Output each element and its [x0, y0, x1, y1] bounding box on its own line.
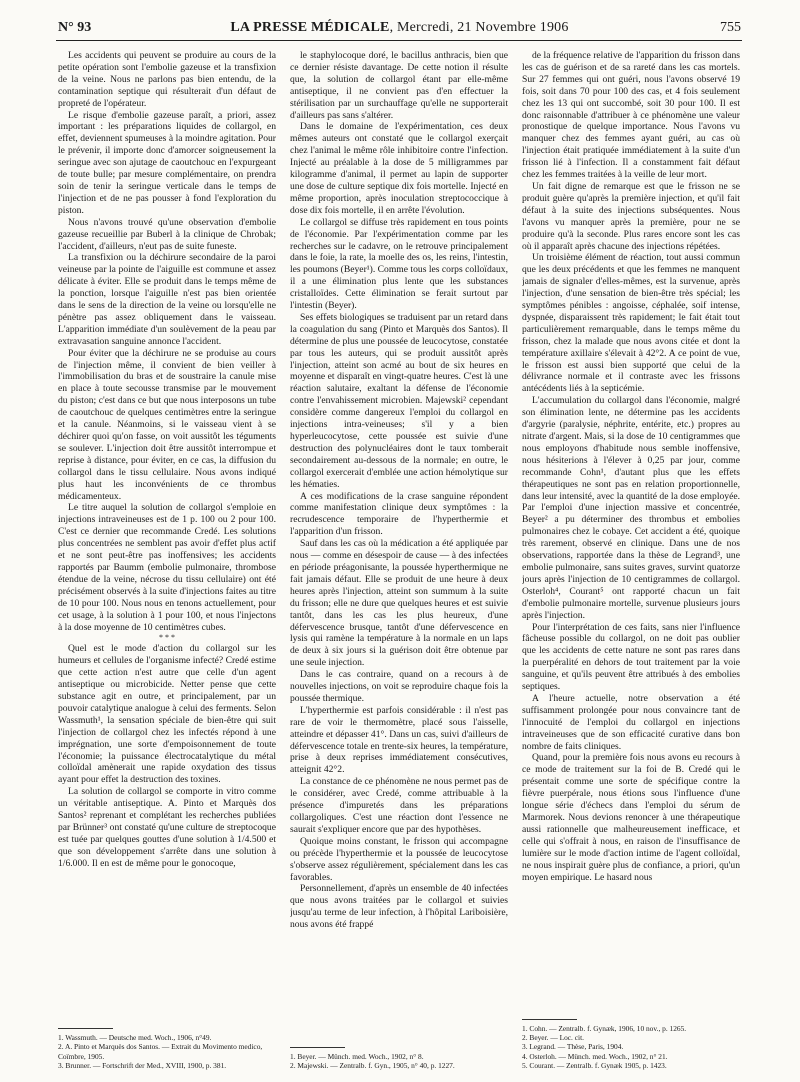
paragraph: Nous n'avons trouvé qu'une observation d'embolie gazeuse recueillie par Buberl à la clinique de Chrobak; l'accident, d'ailleurs, n'eut pas de suite funeste. — [58, 216, 276, 252]
paragraph: Le collargol se diffuse très rapidement en tous points de l'économie. Par l'expérimentation comme par les recherches sur le cadavre, on le retrouve principalement dans le foie, la rate, la moelle des os, les reins, l'intestin, les poumons (Beyer¹). Comme tous les corps colloïdaux, il a une élimination plus lente que les substances cristalloïdes. Cette élimination se ferait surtout par l'intestin (Beyer). — [290, 216, 508, 312]
footnote-rule — [522, 1019, 577, 1020]
section-separator: * * * — [159, 633, 175, 643]
paragraph: Dans le cas contraire, quand on a recours à de nouvelles injections, on voit se reproduire chaque fois la poussée thermique. — [290, 669, 508, 704]
paragraph: Pour éviter que la déchirure ne se produise au cours de l'injection même, il convient de bien veiller à l'immobilisation du bras et de soustraire la canule mise en place à toute secousse transmise par le mouvement du piston; c'est dans ce but que nous interposons un tube de caoutchouc de quelques centimètres entre la seringue et la canule. Néanmoins, si le vaisseau vient à se déchirer quoi qu'on fasse, on voit aussitôt les téguments se soulever. L'injection doit être aussitôt interrompue et reprise à distance, pour éviter, en ce cas, la diffusion du collargol dans le tissu cellulaire. Nous avons indiqué plus haut les inconvénients de ce thrombus médicamenteux. — [58, 347, 276, 502]
column-left-text — [58, 50, 276, 1018]
paragraph: La transfixion ou la déchirure secondaire de la paroi veineuse par la pointe de l'aiguille est commune et assez délicate à éviter. Elle se produit dans le temps même de la ponction, lorsque l'aiguille n'est pas bien orientée dans le sens de la direction de la veine ou lorsqu'elle ne pénètre pas assez obliquement dans le vaisseau. L'apparition immédiate d'un soulèvement de la peau par extravasation sanguine annonce l'accident. — [58, 252, 276, 347]
column-right-text — [522, 50, 740, 1018]
footnote: 5. Courant. — Zentralb. f. Gynæk 1905, p. 1423. — [522, 1060, 667, 1070]
paragraph: Le titre auquel la solution de collargol s'emploie en injections intraveineuses est de 1 p. 100 ou 2 pour 100. C'est ce dernier que recommande Credé. Les solutions plus concentrées ne semblent pas avoir d'effet plus actif et ne sont peut-être pas inoffensives; les accidents rapportés par Baumm (embolie pulmonaire, thrombose étendue de la veine, nécrose du tissu cellulaire) ont été précisément observés à la suite d'injections faites au titre de 10 pour 100. Nous nous en tenons actuellement, pour cet usage, à la solution à 1 pour 100, et nous l'injectons à la dose moyenne de 10 centimètres cubes. — [58, 502, 276, 633]
column-right — [522, 50, 740, 1070]
issue-number: N° 93 — [58, 20, 92, 35]
paragraph: Les accidents qui peuvent se produire au cours de la petite opération sont l'embolie gazeuse et la transfixion de la veine. Nous ne parlons pas bien entendu, de la contamination septique qui résulterait d'un défaut de propreté de l'opérateur. — [58, 50, 276, 109]
footnotes — [522, 1019, 740, 1070]
paragraph: Quand, pour la première fois nous avons eu recours à ce mode de traitement sur la foi de B. Credé qui le présentait comme une sorte de spécifique contre la fièvre puerpérale, nous étions sous l'influence d'une longue série d'échecs dans l'emploi du sérum de Marmorek. Nous devions renoncer à une thérapeutique aussi rationnelle que malheureusement inefficace, et celle qui s'offrait à nous, en raison de l'insuffisance de lumière sur le mode d'action intime de l'agent colloïdal, ne nous inspirait guère plus de confiance, a priori, qu'un moyen empirique. Le hasard nous — [522, 752, 740, 883]
footnote: 3. Brunner. — Fortschrift der Med., XVIII, 1900, p. 381. — [58, 1060, 227, 1070]
paragraph: Un troisième élément de réaction, tout aussi commun que les deux précédents et que les femmes ne manquent jamais de signaler d'elles-mêmes, est la survenue, après l'injection, d'une sensation de bien-être très spécial; les symptômes pénibles : angoisse, céphalée, soif intense, dyspnée, disparaissent très rapidement; le fait était tout particulièrement remarquable, dans le temps même du frisson, chez la malade que nous avons citée et dont la température axillaire s'élevait à 42°2. A ce point de vue, le frisson est aussi bien supporté que celui de la délivrance normale et il contraste avec les frissons antécédents liés à la septicémie. — [522, 252, 740, 395]
footnote: 2. Beyer. — Loc. cit. — [522, 1033, 584, 1043]
paragraph: A ces modifications de la crase sanguine répondent comme manifestation clinique deux symptômes : la recrudescence temporaire de l'hyperthermie et l'apparition d'un frisson. — [290, 490, 508, 538]
footnotes — [290, 1047, 508, 1070]
footnote: 1. Wassmuth. — Deutsche med. Woch., 1906, n°49. — [58, 1033, 212, 1043]
paragraph: de la fréquence relative de l'apparition du frisson dans les cas de guérison et de sa rareté dans les cas mortels. Sur 27 femmes qui ont guéri, nous l'avons observé 19 fois, soit dans 70 pour 100 des cas, et 4 fois seulement chez les 13 qui ont succombé, soit 30 pour 100. Il est donc raisonnable d'attribuer à ce phénomène une valeur pronostique de quelque importance. Nous l'avons vu manquer chez des femmes ayant guéri, au cas où l'injection était pratiquée immédiatement à la suite d'un frisson lié à l'infection. Il a constamment fait défaut chez les femmes traitées à la veille de leur mort. — [522, 50, 740, 181]
running-title — [58, 20, 741, 36]
footnote: 1. Cohn. — Zentralb. f. Gynæk, 1906, 10 nov., p. 1265. — [522, 1023, 687, 1033]
journal-title: LA PRESSE MÉDICALE — [230, 20, 390, 35]
paragraph: Sauf dans les cas où la médication a été appliquée par nous — comme en désespoir de cause — à des infectées en période préagonisante, la poussée hyperthermique ne fait jamais défaut. Elle se produit de une heure à deux heures après l'injection, atteint son summum à la suite du frisson; elle ne dure que quelques heures et est suivie tantôt, dans les cas les plus heureux, d'une défervescence brusque, tantôt d'une défervescence en lysis qui ramène la température à la normale en un laps de deux à six jours si la guérison doit être obtenue par une seule injection. — [290, 538, 508, 669]
paragraph: Quoique moins constant, le frisson qui accompagne ou précède l'hyperthermie et la poussée de leucocytose s'observe assez régulièrement, spécialement dans les cas favorables. — [290, 835, 508, 883]
paragraph: Personnellement, d'après un ensemble de 40 infectées que nous avons traitées par le collargol et suivies jusqu'au terme de leur infection, à l'hôpital Lariboisière, nous avons été frappé — [290, 883, 508, 931]
column-left — [58, 50, 276, 1070]
column-middle — [290, 50, 508, 1070]
paragraph: Pour l'interprétation de ces faits, sans nier l'influence fâcheuse possible du collargol, on ne doit pas oublier que les accidents de cette nature ne sont pas rares dans la puerpéralité en dehors de tout traitement par la voie sanguine, et qu'ils peuvent être attribués à des embolies septiques. — [522, 621, 740, 693]
page-header — [58, 20, 741, 40]
paragraph: Le risque d'embolie gazeuse paraît, a priori, assez important : les préparations liquides de collargol, en effet, deviennent spumeuses à la moindre agitation. Pour le prévenir, il importe donc d'amorcer soigneusement la seringue avec son ajutage de caoutchouc en l'expurgeant de toute bulle; par mesure complémentaire, on prendra soin de tenir la seringue verticale dans le temps de l'injection et de ne pas pousser à fond l'exploration du piston. — [58, 109, 276, 216]
footnote-rule — [290, 1047, 345, 1048]
footnotes — [58, 1028, 276, 1070]
header-rule — [56, 40, 742, 41]
paragraph: La constance de ce phénomène ne nous permet pas de le considérer, avec Credé, comme attribuable à la présence d'impuretés dans les préparations collargoliques. C'est une réaction dont l'essence ne saurait s'expliquer encore que par des hypothèses. — [290, 776, 508, 835]
paragraph: L'accumulation du collargol dans l'économie, malgré son élimination lente, ne détermine pas les accidents d'argyrie (paralysie, néphrite, entérite, etc.) propres au nitrate d'argent. Mais, si la dose de 10 centigrammes que nous employons d'habitude nous semble inoffensive, nous hésiterions à l'élever à 0,25 par jour, comme recommande Cohn¹, d'autant plus que les effets thérapeutiques ne sont pas en relation proportionnelle, dans leur intensité, avec la quantité de la dose employée. Par l'emploi d'une injection massive et concentrée, Beyer² a pu déterminer des thrombus et embolies pulmonaires chez le cobaye. Cet accident a été, quoique très rarement, observé en clinique. Dans une de nos observations, rapportée dans la thèse de Legrand³, une embolie pulmonaire, sans suites graves, survint quatorze jours après l'injection de 10 centigrammes de collargol. Osterloh⁴, Courant⁵ ont rapporté chacun un fait d'embolie pulmonaire mortelle, survenue plusieurs jours après l'injection. — [522, 395, 740, 621]
page-number: 755 — [720, 20, 741, 35]
paragraph: La solution de collargol se comporte in vitro comme un véritable antiseptique. A. Pinto et Marquès dos Santos² reprenant et complétant les recherches publiées par Brünner³ ont constaté qu'une culture de streptocoque est tuée par quelques gouttes d'une solution à 1/4.500 et que son développement s'arrête dans une solution à 1/6.000. Il en est de même pour le gonocoque, — [58, 786, 276, 869]
footnote: 3. Legrand. — Thèse, Paris, 1904. — [522, 1042, 624, 1052]
paragraph: Quel est le mode d'action du collargol sur les humeurs et cellules de l'organisme infecté? Credé estime que cette action n'est autre que celle d'un agent antiseptique ou microbicide. Netter pense que cette substance agit en outre, et principalement, par un pouvoir catalytique analogue à celui des ferments. Selon Wassmuth¹, la sensation spéciale de bien-être qui suit l'injection de collargol chez les infectés répond à une imprégnation, une sorte d'empoisonnement de toute l'économie; la puissance électrocatalytique du métal colloïdal amènerait une rapide oxydation des tissus ayant pour effet la destruction des toxines. — [58, 643, 276, 786]
issue-date: , Mercredi, 21 Novembre 1906 — [389, 20, 569, 35]
footnote: 4. Osterloh. — Münch. med. Woch., 1902, n° 21. — [522, 1051, 668, 1061]
paragraph: Un fait digne de remarque est que le frisson ne se produit guère qu'après la première injection, et qu'il fait défaut à la suite des injections subséquentes. Nous l'avons vu manquer après la première, pour ne se produire qu'à la seconde. Plus rares encore sont les cas où il apparaît après chacune des injections répétées. — [522, 180, 740, 252]
footnote: 2. A. Pinto et Marquès dos Santos. — Extrait du Movimento medico, Coïmbre, 1905. — [58, 1042, 263, 1061]
paragraph: Dans le domaine de l'expérimentation, ces deux mêmes auteurs ont constaté que le collargol exerçait chez l'animal le même rôle inhibitoire contre l'infection. Injecté au préalable à la dose de 5 milligrammes par kilogramme d'animal, il permet au lapin de supporter une dose de culture septique dix fois mortelle. Injecté en même proportion, après inoculation streptococcique à dose dix fois mortelle, il en arrête l'évolution. — [290, 121, 508, 216]
footnote-rule — [58, 1028, 113, 1029]
paragraph: A l'heure actuelle, notre observation a été suffisamment prolongée pour nous convaincre tant de l'innocuité de l'emploi du collargol en injections intraveineuses que de son efficacité curative dans bon nombre de faits cliniques. — [522, 692, 740, 752]
footnote: 1. Beyer. — Münch. med. Woch., 1902, n° 8. — [290, 1051, 424, 1061]
paragraph: Ses effets biologiques se traduisent par un retard dans la coagulation du sang (Pinto et Marquès dos Santos). Il détermine de plus une poussée de leucocytose, constatée par tous les auteurs, qui se produit aussitôt après l'injection, atteint son acmé au bout de six heures en moyenne et disparaît en vingt-quatre heures. C'est là une réaction salutaire, exaltant la défense de l'économie contre l'envahissement microbien. Majewski² cependant considère comme dangereux l'emploi du collargol en injections intra-veineuses; s'il y a bien hyperleucocytose, cette poussée est suivie d'une destruction des polynucléaires dont le taux tomberait secondairement au-dessous de la normale; en outre, le collargol exercerait d'emblée une action hémolytique sur les hématies. — [290, 311, 508, 490]
column-middle-text — [290, 50, 508, 1018]
paragraph: le staphylocoque doré, le bacillus anthracis, bien que ce dernier résiste davantage. De cette notion il résulte que, la solution de collargol étant par elle-même antiseptique, il ne convient pas d'en effectuer la stérilisation par un surchauffage qu'elle ne supporterait d'ailleurs pas sans s'altérer. — [290, 50, 508, 121]
paragraph: L'hyperthermie est parfois considérable : il n'est pas rare de voir le thermomètre, placé sous l'aisselle, atteindre et dépasser 41°. Dans un cas, suivi d'ailleurs de défervescence totale en trente-six heures, la température, prise à deux reprises immédiatement consécutives, atteignit 42°2. — [290, 704, 508, 776]
footnote: 2. Majewski. — Zentralb. f. Gyn., 1905, n° 40, p. 1227. — [290, 1060, 455, 1070]
